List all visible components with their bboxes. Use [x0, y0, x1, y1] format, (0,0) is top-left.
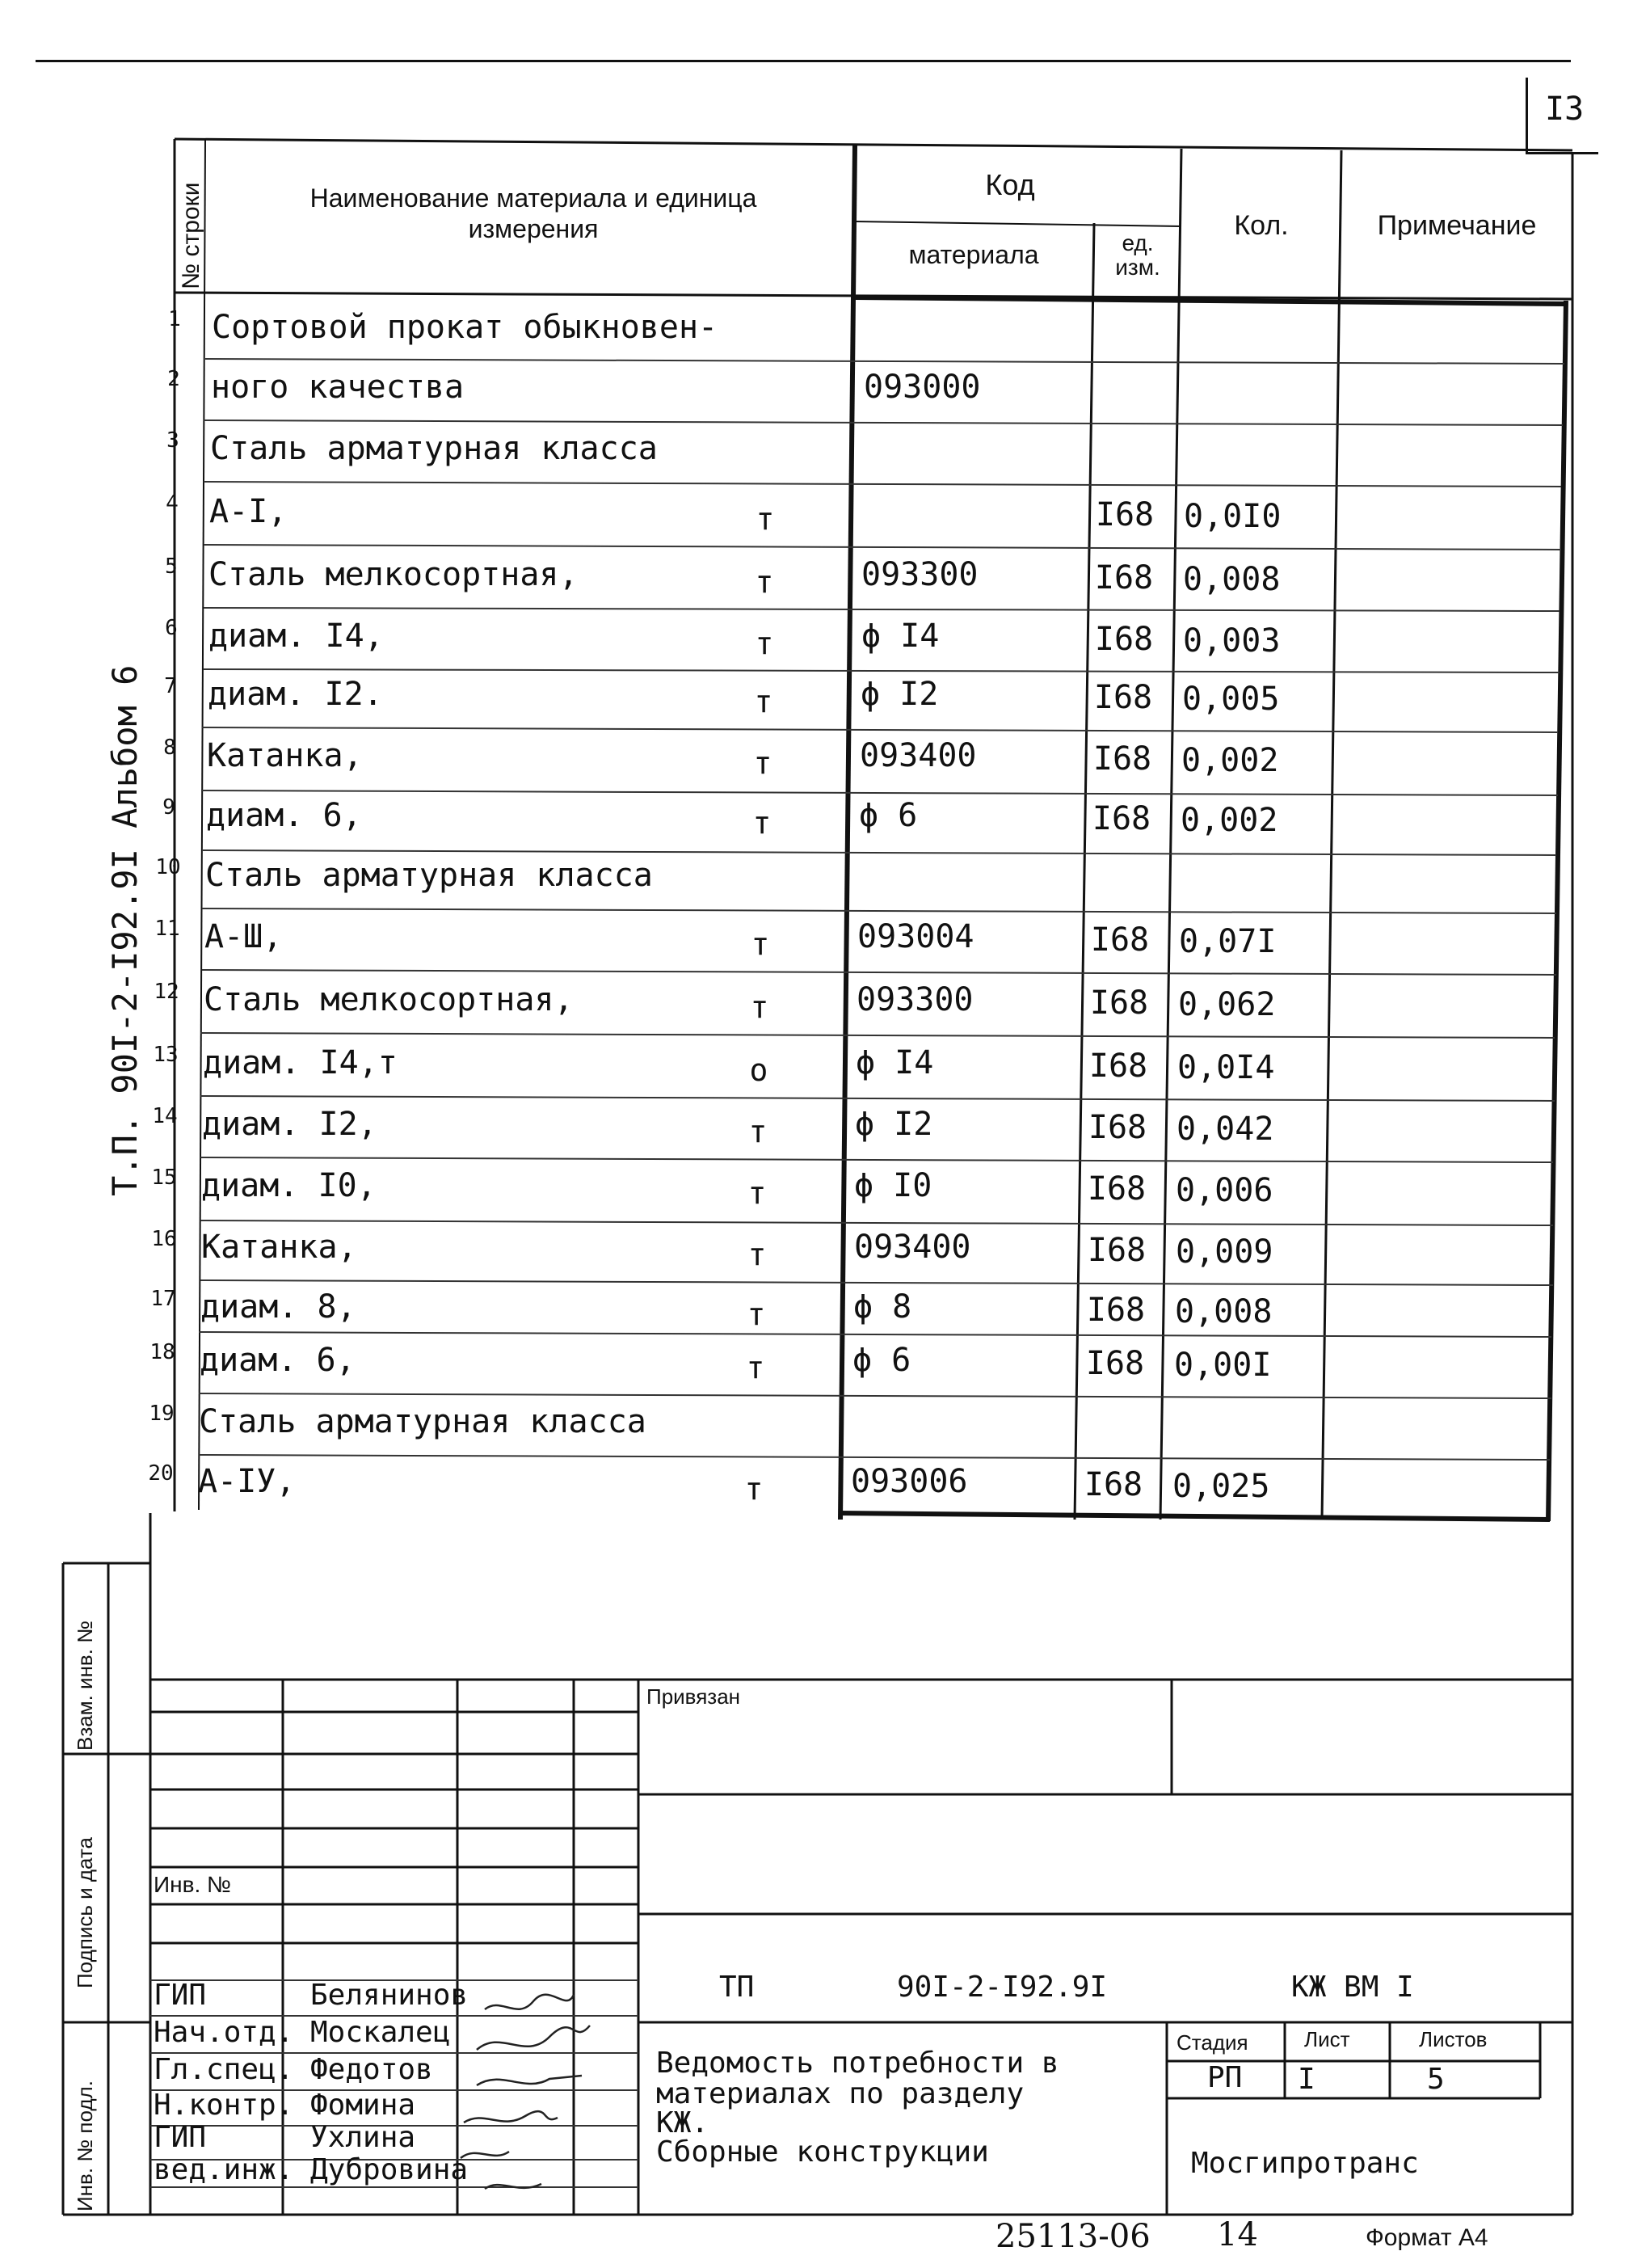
quantity: 0,00I [1174, 1347, 1272, 1384]
material-unit: т [747, 1237, 767, 1272]
material-code: ϕ I4 [861, 618, 940, 655]
row-number: 2 [167, 367, 180, 391]
unit-code: I68 [1093, 679, 1153, 716]
row-number: 1 [168, 307, 181, 331]
page-number: I3 [1545, 91, 1585, 128]
unit-code: I68 [1085, 1345, 1145, 1382]
title-line: Сборные конструкции [656, 2135, 989, 2169]
organization: Мосгипротранс [1191, 2147, 1419, 2180]
stage-value: РП [1207, 2061, 1243, 2094]
quantity: 0,0I0 [1184, 498, 1282, 535]
row-number: 12 [154, 980, 179, 1004]
material-name: ного качества [211, 369, 465, 406]
header-uom: ед. изм. [1115, 230, 1160, 280]
header-qty: Кол. [1234, 210, 1289, 241]
unit-code: I68 [1094, 559, 1154, 597]
material-name: Катанка, [207, 737, 363, 774]
material-name: А-Ш, [204, 918, 283, 955]
material-code: ϕ 6 [859, 797, 918, 834]
material-unit: т [754, 684, 773, 719]
handwritten-page: 14 [1217, 2216, 1258, 2253]
material-name: Сталь мелкосортная, [208, 556, 579, 593]
signatory-role: Нач.отд. [154, 2016, 294, 2049]
quantity: 0,005 [1182, 681, 1280, 718]
material-unit: т [755, 626, 774, 661]
material-name: Катанка, [201, 1229, 357, 1266]
header-code: Код [985, 168, 1035, 201]
title-line: материалах по разделу [656, 2077, 1025, 2110]
material-name: диам. 6, [206, 797, 362, 834]
signatory-role: Н.контр. [154, 2089, 294, 2122]
material-unit: т [751, 926, 770, 962]
material-code: 093006 [851, 1463, 968, 1500]
row-number: 5 [165, 554, 178, 579]
signatory-role: вед.инж. [154, 2153, 294, 2186]
signatory-role: Гл.спец. [154, 2053, 294, 2086]
row-number: 14 [152, 1104, 178, 1128]
side-vzam-inv: Взам. инв. № [73, 1620, 97, 1751]
unit-code: I68 [1087, 1170, 1147, 1208]
header-material: материала [908, 240, 1039, 269]
material-unit: т [756, 501, 775, 537]
row-number: 17 [150, 1287, 176, 1311]
material-name: диам. I2, [202, 1106, 377, 1143]
material-unit: т [748, 1114, 768, 1149]
quantity: 0,025 [1172, 1468, 1270, 1505]
quantity: 0,008 [1175, 1293, 1273, 1330]
unit-code: I68 [1086, 1292, 1146, 1329]
sheet-value: I [1298, 2063, 1315, 2096]
row-number: 16 [151, 1227, 177, 1251]
row-number: 13 [153, 1043, 179, 1067]
side-document-label: Т.П. 90I-2-I92.9I Альбом 6 [105, 664, 145, 1196]
material-code: ϕ 8 [853, 1288, 912, 1326]
material-unit: т [746, 1350, 765, 1385]
material-name: Сортовой прокат обыкновен- [212, 309, 718, 346]
unit-code: I68 [1084, 1466, 1143, 1503]
signatory-name: Ухлина [310, 2121, 416, 2154]
material-name: диам. I4,т [203, 1044, 398, 1081]
material-unit: т [747, 1296, 766, 1332]
quantity: 0,002 [1181, 742, 1279, 779]
material-name: диам. 6, [200, 1342, 356, 1379]
unit-code: I68 [1092, 800, 1151, 837]
side-inv-podl: Инв. № подл. [73, 2080, 97, 2211]
row-number: 9 [162, 795, 175, 820]
material-code: ϕ I2 [861, 676, 939, 713]
format-label: Формат А4 [1366, 2224, 1488, 2251]
material-name: диам. I2. [208, 676, 383, 713]
unit-code: I68 [1092, 740, 1152, 778]
row-number: 15 [151, 1166, 177, 1190]
doc-mark: КЖ ВМ I [1291, 1971, 1414, 2004]
signatory-role: ГИП [154, 1979, 207, 2012]
signatory-name: Фомина [310, 2089, 416, 2122]
side-podpis-data: Подпись и дата [73, 1836, 97, 1988]
stage-label: Стадия [1176, 2030, 1248, 2055]
quantity: 0,062 [1178, 986, 1276, 1023]
title-line: Ведомость потребности в [656, 2047, 1059, 2080]
material-code: 093400 [860, 737, 977, 774]
unit-code: I68 [1087, 1232, 1147, 1269]
row-number: 4 [166, 491, 179, 516]
material-code: ϕ I4 [856, 1044, 934, 1081]
signatures [452, 1972, 646, 2215]
material-code: 093300 [857, 981, 974, 1018]
row-number: 7 [164, 674, 177, 698]
unit-code: I68 [1090, 921, 1150, 959]
quantity: 0,0I4 [1177, 1049, 1275, 1086]
quantity: 0,07I [1179, 923, 1277, 960]
doc-code: ТП [719, 1971, 755, 2004]
material-unit: т [753, 745, 772, 781]
material-unit: т [744, 1471, 764, 1507]
material-name: диам. I4, [208, 618, 384, 655]
quantity: 0,002 [1181, 802, 1278, 839]
material-unit: т [755, 564, 774, 600]
quantity: 0,003 [1183, 622, 1281, 660]
material-name: диам. I0, [201, 1167, 377, 1204]
signatory-name: Дубровина [310, 2153, 469, 2186]
material-code: ϕ I2 [855, 1106, 933, 1143]
inventory-number: 25113-06 [996, 2218, 1151, 2255]
inv-no-label: Инв. № [154, 1872, 232, 1897]
doc-number: 90I-2-I92.9I [897, 1971, 1108, 2004]
row-number: 6 [165, 616, 178, 640]
material-unit: т [752, 805, 772, 841]
row-number: 10 [155, 855, 181, 879]
material-name: А-IУ, [198, 1463, 296, 1500]
quantity: 0,006 [1176, 1172, 1273, 1209]
unit-code: I68 [1088, 1109, 1147, 1146]
unit-code: I68 [1088, 1048, 1148, 1085]
material-name: А-I, [209, 493, 288, 530]
signatory-name: Белянинов [310, 1979, 469, 2012]
header-name: Наименование материала и единица измерения [309, 183, 757, 243]
privyazan-label: Привязан [646, 1684, 741, 1709]
material-unit: т [750, 989, 769, 1025]
material-name: Сталь арматурная класса [205, 857, 653, 894]
signatory-name: Федотов [310, 2053, 433, 2086]
row-number: 3 [166, 428, 179, 453]
row-number: 20 [148, 1461, 174, 1486]
material-name: диам. 8, [200, 1288, 356, 1326]
sheets-value: 5 [1427, 2063, 1445, 2096]
material-name: Сталь арматурная класса [199, 1403, 646, 1440]
signatory-name: Москалец [310, 2016, 451, 2049]
header-row-no: № строки [178, 182, 204, 289]
quantity: 0,009 [1176, 1233, 1273, 1271]
material-name: Сталь арматурная класса [210, 430, 658, 467]
header-note: Примечание [1377, 210, 1537, 241]
unit-code: I68 [1094, 621, 1154, 658]
material-code: 093000 [864, 369, 981, 406]
row-number: 19 [149, 1402, 175, 1426]
quantity: 0,008 [1183, 561, 1281, 598]
row-number: 18 [149, 1340, 175, 1364]
unit-code: I68 [1089, 984, 1149, 1022]
material-code: ϕ I0 [854, 1167, 932, 1204]
quantity: 0,042 [1176, 1111, 1274, 1148]
title-line: КЖ. [656, 2106, 709, 2139]
row-number: 11 [154, 917, 180, 941]
sheet-label: Лист [1304, 2027, 1350, 2051]
sheets-label: Листов [1419, 2027, 1488, 2051]
signatory-role: ГИП [154, 2121, 207, 2154]
material-name: Сталь мелкосортная, [204, 981, 574, 1018]
material-code: ϕ 6 [852, 1342, 911, 1379]
material-code: 093400 [854, 1229, 971, 1266]
material-unit: о [749, 1052, 768, 1088]
material-unit: т [747, 1175, 767, 1211]
material-code: 093004 [857, 918, 974, 955]
material-code: 093300 [861, 556, 979, 593]
unit-code: I68 [1095, 496, 1155, 533]
row-number: 8 [163, 736, 176, 760]
